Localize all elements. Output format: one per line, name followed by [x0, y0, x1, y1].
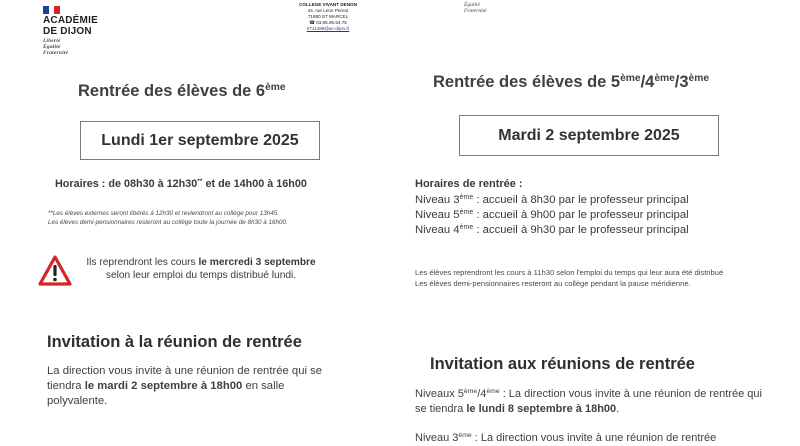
motto-right-egalite: Égalité [464, 2, 480, 8]
flag-red [54, 6, 60, 14]
right-title [433, 73, 709, 92]
left-resume-c: selon leur emploi du temps distribué lundi. [105, 270, 297, 281]
inv1-prefix: Niveaux 5 [415, 388, 464, 400]
left-invitation-c: en salle polyvalente. [47, 380, 285, 407]
left-note [48, 209, 288, 227]
left-invitation-a: La direction vous invite à une réunion de rentrée qui se tiendra [47, 365, 323, 392]
right-invitation-title: Invitation aux réunions de rentrée [430, 355, 695, 373]
school-name: COLLEGE VIVANT DENON [299, 2, 357, 7]
left-invitation-b: le mardi 2 septembre à 18h00 [84, 380, 243, 392]
inv1-b: le lundi 8 septembre à 18h00 [466, 403, 617, 415]
right-title-slash1: /4 [640, 73, 655, 91]
inv1-c: . [616, 403, 620, 415]
level-sup: ème [459, 209, 474, 217]
level-text: : accueil à 9h00 par le professeur principal [473, 209, 689, 221]
school-phone: 03.85.96.54.75 [316, 20, 347, 25]
left-invitation-text [47, 364, 347, 409]
inv2-a: : La direction vous invite à une réunion de rentrée [471, 432, 717, 444]
academie-line1: ACADÉMIE [43, 15, 98, 26]
right-title-sup2: ème [654, 73, 675, 85]
left-hours-a: Horaires : de 08h30 à 12h30 [55, 178, 198, 190]
inv1-sup2: ème [486, 388, 500, 396]
flag-logo [43, 6, 60, 14]
left-hours-star: ** [197, 178, 203, 186]
inv2-prefix: Niveau 3 [415, 432, 459, 444]
academie-logo [43, 15, 98, 56]
inv1-sup1: ème [463, 388, 478, 396]
left-hours [55, 178, 307, 190]
right-note [415, 267, 775, 289]
motto-right-fraternite: Fraternité [464, 8, 487, 14]
left-resume-a: Ils reprendront les cours [86, 257, 199, 268]
phone-icon: ☎ [309, 20, 315, 25]
inv2-sup: ème [458, 432, 472, 440]
left-title-text: Rentrée des élèves de 6 [78, 82, 266, 100]
right-title-slash2: /3 [674, 73, 689, 91]
left-note-line1: **Les élèves externes seront libérés à 12h30 et reviendront au collège pour 13h45. [48, 210, 280, 217]
motto-egalite: Égalité [43, 44, 61, 50]
right-date-box [459, 115, 719, 156]
school-address [284, 2, 372, 32]
right-date: Mardi 2 septembre 2025 [498, 126, 680, 144]
left-resume [62, 256, 340, 282]
right-invitation-1 [415, 387, 775, 417]
level-sup: ème [459, 194, 474, 202]
left-date: Lundi 1er septembre 2025 [101, 131, 299, 149]
level-row [415, 208, 689, 223]
motto [43, 38, 98, 56]
right-note-line2: Les élèves demi-pensionnaires resteront au collège pendant la pause méridienne. [415, 279, 691, 288]
level-prefix: Niveau 3 [415, 194, 460, 206]
left-date-box [80, 121, 320, 160]
motto-right [464, 2, 487, 14]
right-invitation-2 [415, 431, 795, 446]
right-levels [415, 193, 689, 238]
level-text: : accueil à 9h30 par le professeur principal [473, 224, 689, 236]
left-title [78, 82, 286, 101]
left-hours-b: et de 14h00 à 16h00 [202, 178, 307, 190]
school-email-link[interactable]: 0711499@ac-dijon.fr [306, 26, 350, 31]
right-hours-title: Horaires de rentrée : [415, 178, 523, 190]
level-sup: ème [459, 224, 474, 232]
inv1-a: : La direction vous invite à une réunion de rentrée qui se tiendra [415, 388, 762, 415]
right-title-text: Rentrée des élèves de 5 [433, 73, 621, 91]
level-row [415, 193, 689, 208]
inv1-mid: /4 [477, 388, 487, 400]
left-resume-b: le mercredi 3 septembre [198, 257, 316, 268]
right-title-sup1: ème [620, 73, 641, 85]
school-street: 44, rue Leon Pernot [307, 8, 349, 13]
level-prefix: Niveau 5 [415, 209, 460, 221]
academie-line2: DE DIJON [43, 26, 92, 37]
motto-fraternite: Fraternité [43, 50, 69, 56]
motto-liberte: Liberté [43, 38, 61, 44]
left-resume-line1 [62, 256, 340, 269]
level-row [415, 223, 689, 238]
right-title-sup3: ème [688, 73, 709, 85]
school-city: 71880 ST MARCEL [307, 14, 349, 19]
level-text: : accueil à 8h30 par le professeur principal [473, 194, 689, 206]
right-note-line1: Les élèves reprendront les cours à 11h30 selon l'emploi du temps qui leur aura été distribué [415, 268, 724, 277]
level-prefix: Niveau 4 [415, 224, 460, 236]
left-title-sup: ème [265, 82, 286, 94]
left-invitation-title: Invitation à la réunion de rentrée [47, 333, 302, 351]
left-note-line2: Les élèves demi-pensionnaires resteront au collège toute la journée de 8h30 à 16h00. [48, 219, 288, 226]
